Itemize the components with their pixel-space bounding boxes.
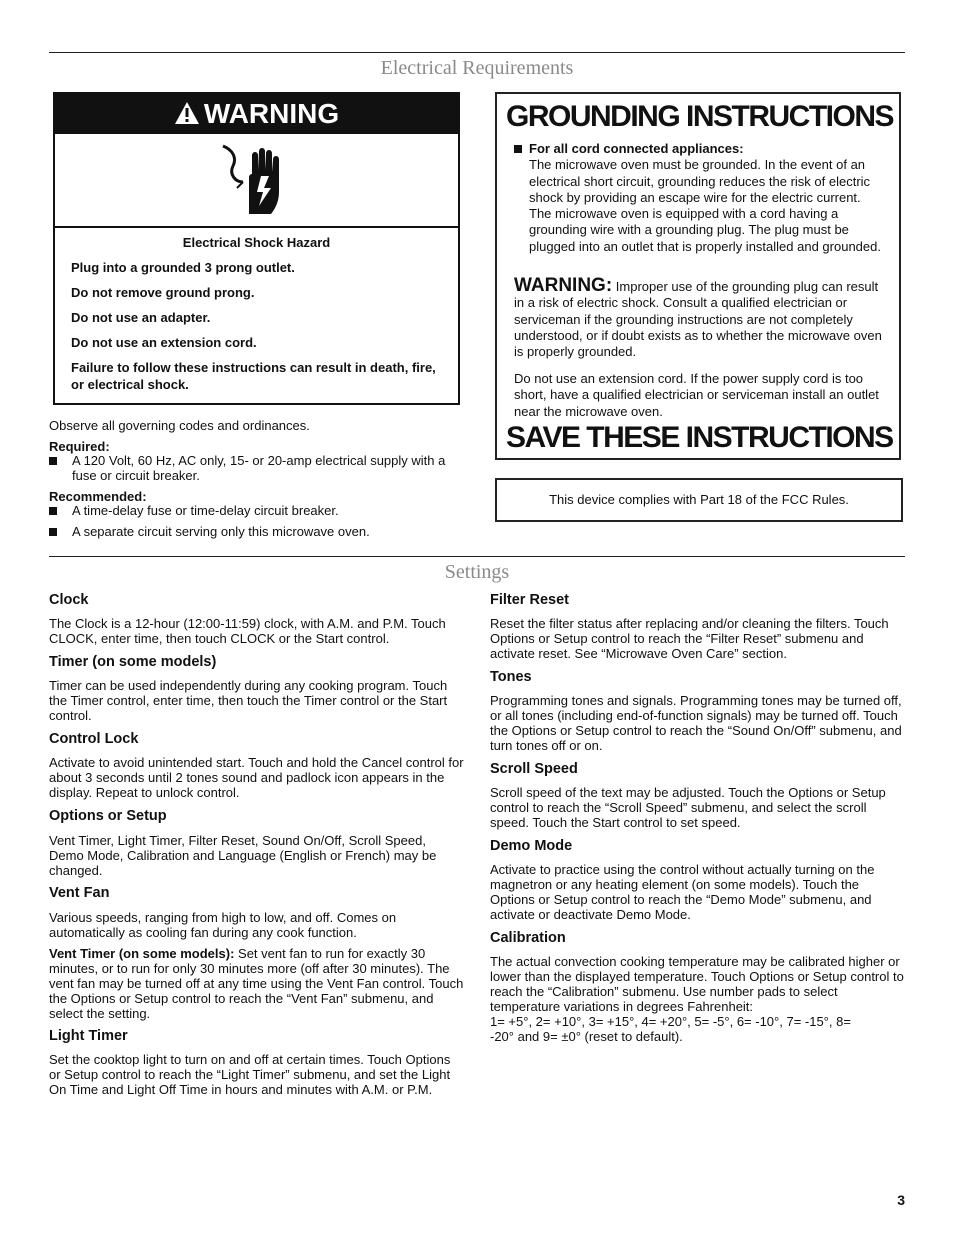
grounding-warning	[514, 275, 886, 360]
warning-line: Plug into a grounded 3 prong outlet.	[71, 260, 295, 275]
cord-section	[514, 141, 886, 255]
cord-heading: For all cord connected appliances:	[529, 141, 744, 156]
top-rule	[49, 52, 905, 53]
grounding-warning-text: Improper use of the grounding plug can result in a risk of electric shock. Consult a qualified electrician or serviceman if the grounding instructions are not completely understood, or if doubt exists as to whether the microwave oven is properly grounded.	[514, 279, 882, 360]
observe-text: Observe all governing codes and ordinances.	[49, 418, 310, 433]
vent-timer-label: Vent Timer (on some models):	[49, 946, 235, 961]
extension-text: Do not use an extension cord. If the power supply cord is too short, have a qualified electrician or serviceman install an outlet near the microwave oven.	[514, 371, 879, 419]
demo-mode-text: Activate to practice using the control without actually turning on the magnetron or any heating element (on some models). Touch the Options or Setup control to reach the “Demo Mode” submenu, and activate or deactivate Demo Mode.	[490, 862, 875, 922]
hazard-title: Electrical Shock Hazard	[182, 235, 331, 250]
warning-text	[55, 228, 458, 393]
save-instructions-title: SAVE THESE INSTRUCTIONS	[506, 421, 893, 454]
scroll-speed-heading: Scroll Speed	[490, 761, 578, 777]
timer-text: Timer can be used independently during any cooking program. Touch the Timer control, enter time, then touch the Timer control or the Start control.	[49, 678, 448, 723]
warning-header	[55, 94, 458, 134]
calibration-heading: Calibration	[490, 930, 566, 946]
required-label: Required:	[49, 439, 110, 454]
electrical-shock-icon	[215, 142, 289, 218]
recommended-item: A time-delay fuse or time-delay circuit breaker.	[49, 504, 459, 520]
control-lock-text: Activate to avoid unintended start. Touch and hold the Cancel control for about 3 seconds until 2 tones sound and padlock icon appears in the display. Repeat to unlock control.	[49, 755, 464, 800]
warning-line: Do not remove ground prong.	[71, 285, 255, 300]
tones-text: Programming tones and signals. Programming tones may be turned off, or all tones (including end-of-function signals) may be turned off. Touch the Options or Setup control to reach the “Sound On/Off” submenu, and turn tones off or on.	[490, 693, 902, 753]
warning-header-label: WARNING	[203, 98, 340, 129]
bullet-icon	[514, 145, 522, 153]
grounding-instructions-box	[495, 92, 901, 460]
required-item: A 120 Volt, 60 Hz, AC only, 15- or 20-amp electrical supply with a fuse or circuit breaker.	[49, 454, 459, 484]
options-heading: Options or Setup	[49, 808, 167, 824]
light-timer-text: Set the cooktop light to turn on and off at certain times. Touch Options or Setup control to reach the “Light Timer” submenu, and set the Light On Time and Light Off Time in hours and minutes with A.M. or P.M.	[49, 1052, 451, 1097]
recommended-label: Recommended:	[49, 489, 147, 504]
cord-text: The microwave oven must be grounded. In the event of an electrical short circuit, grounding reduces the risk of electric shock by providing an escape wire for the electric current. The microwave oven is equipped with a cord having a grounding wire with a grounding plug. The plug must be plugged into an outlet that is properly installed and grounded.	[529, 157, 881, 254]
shock-hazard-pictogram	[55, 134, 458, 228]
clock-text: The Clock is a 12-hour (12:00-11:59) clock, with A.M. and P.M. Touch CLOCK, enter time, then touch CLOCK or the Start control.	[49, 616, 446, 646]
timer-heading: Timer (on some models)	[49, 654, 217, 670]
page-number: 3	[897, 1192, 905, 1208]
tones-heading: Tones	[490, 669, 532, 685]
section-title-electrical: Electrical Requirements	[380, 57, 574, 79]
light-timer-heading: Light Timer	[49, 1028, 128, 1044]
warning-line: Do not use an extension cord.	[71, 335, 257, 350]
bullet-icon	[49, 457, 57, 465]
fcc-notice: This device complies with Part 18 of the FCC Rules.	[495, 478, 903, 522]
grounding-title: GROUNDING INSTRUCTIONS	[506, 100, 893, 133]
filter-reset-heading: Filter Reset	[490, 592, 569, 608]
scroll-speed-text: Scroll speed of the text may be adjusted. Touch the Options or Setup control to reach the “Scroll Speed” submenu, and select the scroll speed. Touch the Start control to set speed.	[490, 785, 886, 830]
calibration-values: 1= +5°, 2= +10°, 3= +15°, 4= +20°, 5= -5°, 6= -10°, 7= -15°, 8= -20° and 9= ±0° (reset to default).	[490, 1014, 851, 1044]
vent-fan-heading: Vent Fan	[49, 885, 110, 901]
vent-timer-text: Vent Timer (on some models): Set vent fan to run for exactly 30 minutes, or to run for only 30 minutes more (off after 30 minutes). The vent fan may be turned off at any time using the Vent Fan control. Touch the Options or Setup control to reach the “Vent Fan” submenu, and select the setting.	[49, 946, 464, 1021]
bullet-icon	[49, 507, 57, 515]
warning-line: Do not use an adapter.	[71, 310, 211, 325]
grounding-warning-word: WARNING:	[514, 275, 613, 296]
warning-box	[53, 92, 460, 405]
calibration-text: The actual convection cooking temperature may be calibrated higher or lower than the displayed temperature. Touch Options or Setup control to reach the “Calibration” submenu. Use number pads to select temperature variations in degrees Fahrenheit: 1= +5°, 2= +10°, 3= +15°, 4= +20°, 5= -5°, 6= -10°, 7= -15°, 8= -20° and 9= ±0° (reset to default).	[490, 954, 904, 1044]
options-text: Vent Timer, Light Timer, Filter Reset, Sound On/Off, Scroll Speed, Demo Mode, Calibration and Language (English or French) may be changed.	[49, 833, 437, 878]
clock-heading: Clock	[49, 592, 89, 608]
control-lock-heading: Control Lock	[49, 731, 139, 747]
recommended-item: A separate circuit serving only this microwave oven.	[49, 525, 459, 541]
section-title-settings: Settings	[444, 561, 510, 583]
demo-mode-heading: Demo Mode	[490, 838, 573, 854]
bullet-icon	[49, 528, 57, 536]
settings-rule	[49, 556, 905, 557]
vent-fan-text: Various speeds, ranging from high to low, and off. Comes on automatically as cooling fan during any cook function.	[49, 910, 397, 940]
filter-reset-text: Reset the filter status after replacing and/or cleaning the filters. Touch Options or Setup control to reach the “Filter Reset” submenu and activate reset. See “Microwave Oven Care” section.	[490, 616, 889, 661]
warning-triangle-icon	[174, 96, 200, 136]
warning-line: Failure to follow these instructions can result in death, fire, or electrical shock.	[71, 360, 436, 392]
